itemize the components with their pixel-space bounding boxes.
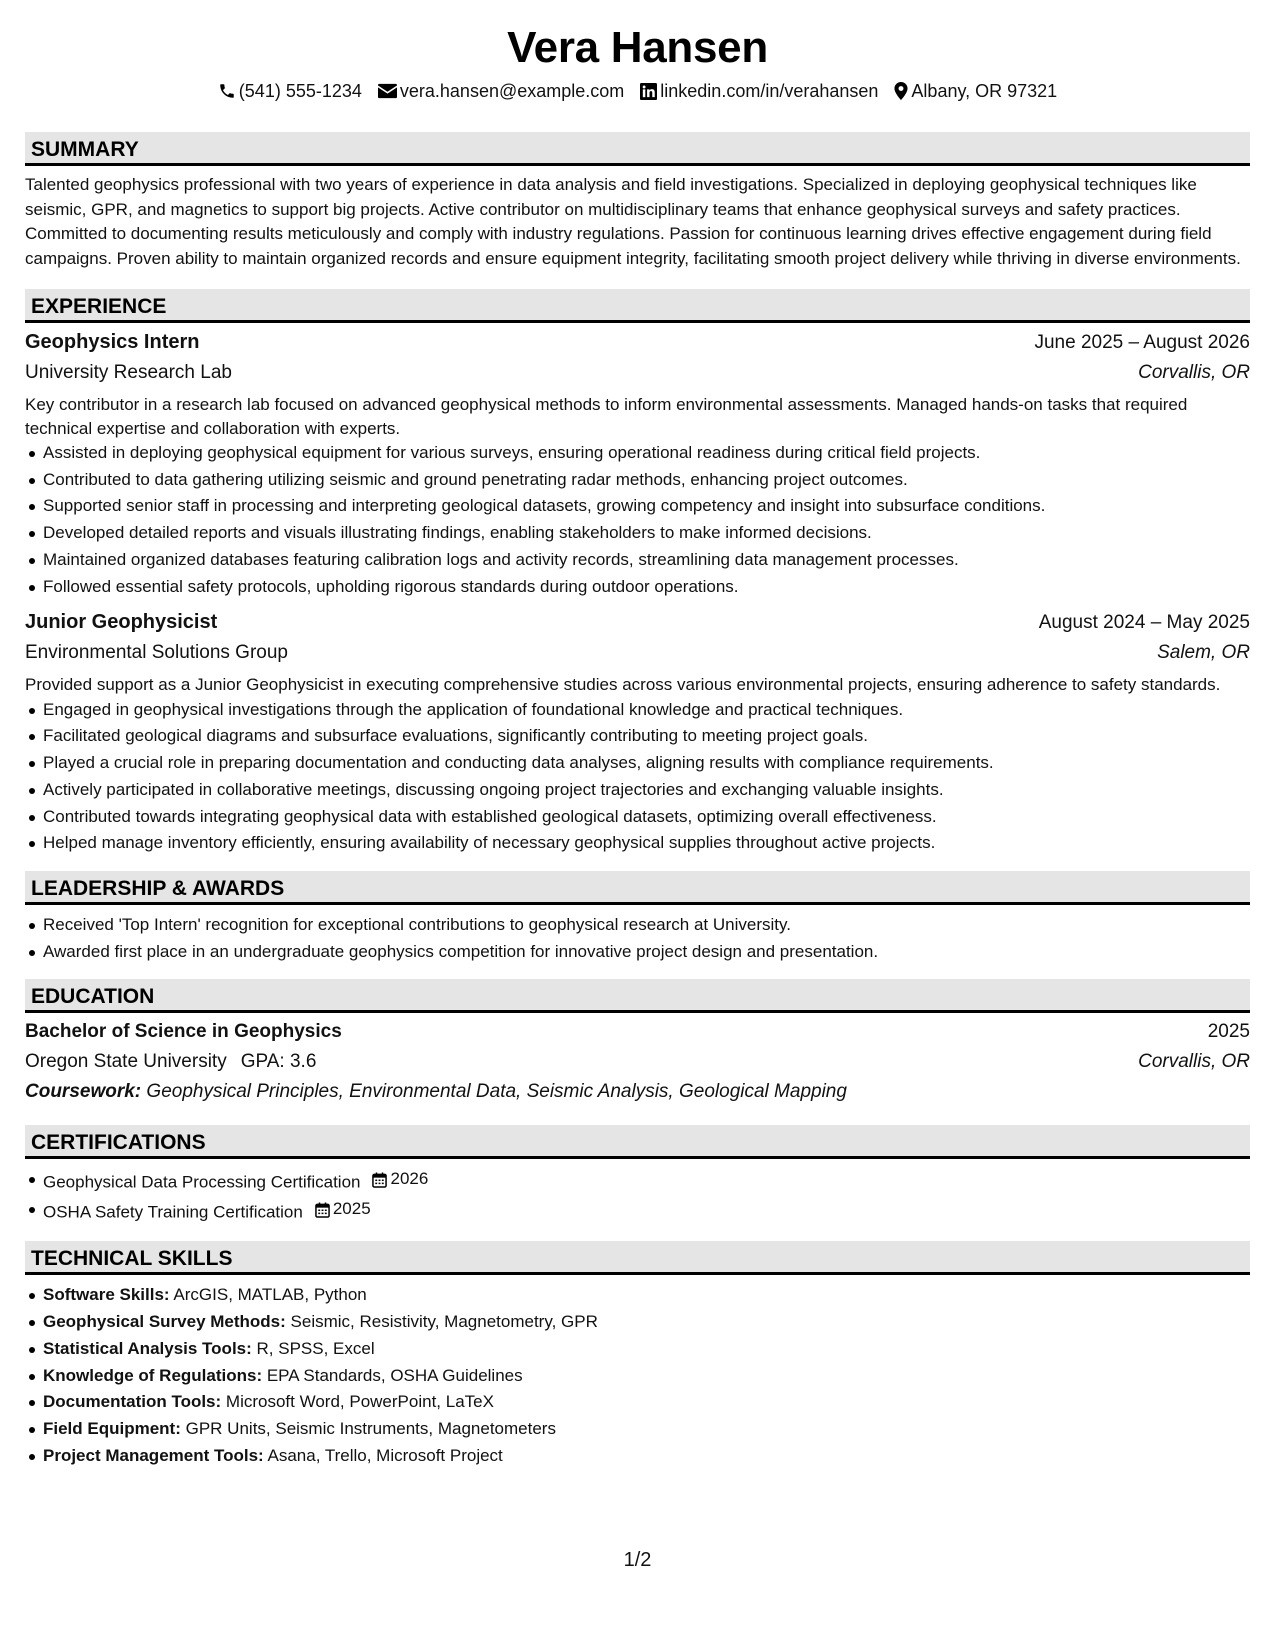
skills-section [25,1241,1250,1469]
list-item: Maintained organized databases featuring calibration logs and activity records, streamlining data management processes. [43,547,1250,574]
candidate-name: Vera Hansen [507,23,768,72]
list-item [43,1166,1250,1196]
gpa: GPA: 3.6 [240,1051,317,1073]
list-item: Followed essential safety protocols, upholding rigorous standards during outdoor operations. [43,574,1250,601]
graduation-year: 2025 [1207,1021,1250,1043]
list-item: Supported senior staff in processing and interpreting geological datasets, growing competency and insight into subsurface conditions. [43,493,1250,520]
leadership-section [25,871,1250,965]
job-dates: August 2024 – May 2025 [1038,612,1250,634]
list-item: Helped manage inventory efficiently, ensuring availability of necessary geophysical supplies throughout active projects. [43,830,1250,857]
list-item [43,1363,1250,1390]
job-title: Geophysics Intern [25,331,200,353]
cert-name: Geophysical Data Processing Certification [43,1172,361,1192]
list-item: Awarded first place in an undergraduate geophysics competition for innovative project design and presentation. [43,939,1250,966]
job-entry [25,610,1250,857]
skill-value: EPA Standards, OSHA Guidelines [266,1365,523,1385]
list-item: Engaged in geophysical investigations through the application of foundational knowledge and practical techniques. [43,697,1250,724]
cert-year: 2026 [390,1169,429,1189]
school-name: Oregon State University [25,1051,227,1073]
summary-section [25,132,1250,271]
coursework [25,1080,1250,1104]
list-item: Received 'Top Intern' recognition for exceptional contributions to geophysical research at University. [43,912,1250,939]
skill-value: ArcGIS, MATLAB, Python [173,1285,367,1305]
list-item [43,1336,1250,1363]
list-item: Facilitated geological diagrams and subsurface evaluations, significantly contributing to meeting project goals. [43,723,1250,750]
job-location: Corvallis, OR [1138,362,1250,383]
list-item: Contributed to data gathering utilizing seismic and ground penetrating radar methods, enhancing project outcomes. [43,467,1250,494]
cert-year: 2025 [332,1199,371,1219]
leadership-list [25,912,1250,965]
list-item: Actively participated in collaborative meetings, discussing ongoing project trajectories and exchanging valuable insights. [43,777,1250,804]
skill-label: Documentation Tools: [43,1392,222,1412]
list-item [43,1282,1250,1309]
calendar-icon [315,1202,330,1218]
skill-label: Project Management Tools: [43,1445,264,1465]
linkedin-link[interactable]: linkedin.com/in/verahansen [660,81,879,101]
list-item [43,1443,1250,1470]
contact-phone [218,80,362,102]
section-heading-skills: TECHNICAL SKILLS [25,1241,1250,1275]
section-heading-summary: SUMMARY [25,132,1250,166]
section-heading-leadership: LEADERSHIP & AWARDS [25,871,1250,905]
certifications-list [25,1166,1250,1226]
skill-label: Field Equipment: [43,1418,181,1438]
cert-name: OSHA Safety Training Certification [43,1202,303,1222]
school-line [25,1050,316,1074]
skill-value: R, SPSS, Excel [256,1338,375,1358]
contact-linkedin[interactable] [640,80,878,102]
linkedin-icon [640,83,657,100]
contact-location [894,80,1057,102]
list-item [43,1309,1250,1336]
education-section [25,979,1250,1104]
coursework-list: Geophysical Principles, Environmental Data, Seismic Analysis, Geological Mapping [146,1081,847,1103]
job-bullets [25,697,1250,857]
coursework-label: Coursework: [25,1081,142,1103]
section-heading-experience: EXPERIENCE [25,289,1250,323]
email-link[interactable]: vera.hansen@example.com [399,81,625,101]
list-item: Played a crucial role in preparing documentation and conducting data analyses, aligning results with compliance requirements. [43,750,1250,777]
phone-text: (541) 555-1234 [238,81,362,101]
summary-text: Talented geophysics professional with two years of experience in data analysis and field investigations. Specialized in deploying geophysical techniques like seismic, GPR, and magnetics to support big projects. Active contributor on multidisciplinary teams that enhance geophysical surveys and safety practices. Committed to documenting results meticulously and comply with industry regulations. Passion for continuous learning drives effective engagement during field campaigns. Proven ability to maintain organized records and ensure equipment integrity, facilitating smooth project delivery while thriving in diverse environments. [25,175,1241,268]
list-item: Contributed towards integrating geophysical data with established geological datasets, optimizing overall effectiveness. [43,804,1250,831]
envelope-icon [378,83,397,99]
job-entry [25,330,1250,600]
skill-label: Statistical Analysis Tools: [43,1338,252,1358]
job-dates: June 2025 – August 2026 [1034,332,1250,353]
section-heading-education: EDUCATION [25,979,1250,1013]
skill-value: Seismic, Resistivity, Magnetometry, GPR [290,1312,598,1332]
list-item: Developed detailed reports and visuals illustrating findings, enabling stakeholders to make informed decisions. [43,520,1250,547]
cert-date [315,1196,371,1223]
skill-label: Geophysical Survey Methods: [43,1312,286,1332]
job-location: Salem, OR [1157,642,1250,664]
skill-label: Software Skills: [43,1285,170,1305]
school-location: Corvallis, OR [1138,1051,1250,1073]
resume-page [25,0,1250,1469]
page-number: 1/2 [623,1549,652,1571]
map-pin-icon [894,82,908,100]
job-description: Key contributor in a research lab focused on advanced geophysical methods to inform environmental assessments. Managed hands-on tasks that required technical expertise and collaboration with experts. [25,395,1188,438]
job-organization: University Research Lab [25,362,232,383]
job-organization: Environmental Solutions Group [25,642,288,664]
contact-bar [25,80,1250,102]
experience-section [25,289,1250,857]
certifications-section [25,1125,1250,1226]
job-description: Provided support as a Junior Geophysicist in executing comprehensive studies across various environmental projects, ensuring adherence to safety standards. [25,675,1221,695]
list-item [43,1416,1250,1443]
skill-label: Knowledge of Regulations: [43,1365,263,1385]
skill-value: GPR Units, Seismic Instruments, Magnetometers [185,1418,556,1438]
job-bullets [25,440,1250,600]
cert-date [372,1166,428,1193]
skills-list [25,1282,1250,1469]
location-text: Albany, OR 97321 [911,81,1058,101]
skill-value: Microsoft Word, PowerPoint, LaTeX [225,1392,494,1412]
contact-email[interactable] [378,80,624,102]
skill-value: Asana, Trello, Microsoft Project [267,1445,503,1465]
degree-title: Bachelor of Science in Geophysics [25,1021,342,1043]
phone-icon [218,82,236,100]
calendar-icon [372,1172,387,1188]
list-item: Assisted in deploying geophysical equipment for various surveys, ensuring operational readiness during critical field projects. [43,440,1250,467]
list-item [43,1389,1250,1416]
job-title: Junior Geophysicist [25,611,218,634]
list-item [43,1196,1250,1226]
section-heading-certifications: CERTIFICATIONS [25,1125,1250,1159]
